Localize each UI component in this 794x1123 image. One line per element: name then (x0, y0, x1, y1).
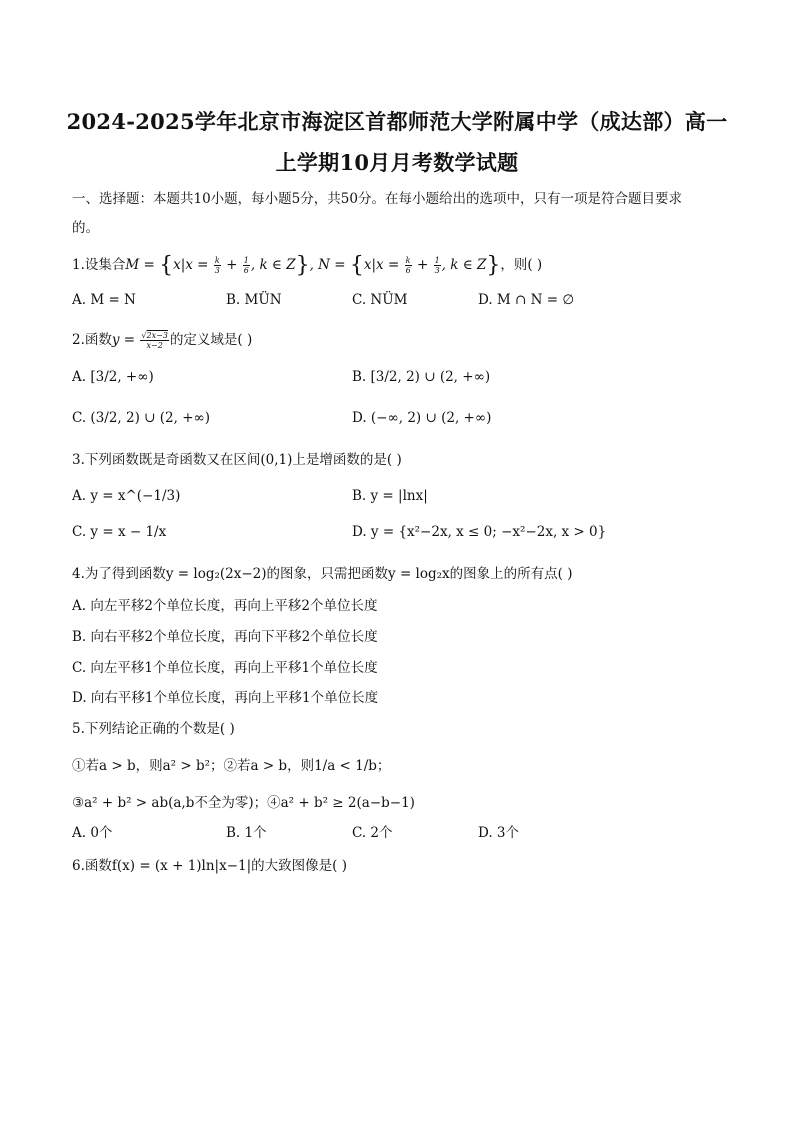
q3-option-d[interactable]: D. y = {x²−2x, x ≤ 0; −x²−2x, x > 0} (352, 524, 607, 540)
function-expression: y = $\frac{√2x-3}{x-2}$ (111, 331, 168, 350)
q3-option-b[interactable]: B. y = |lnx| (352, 488, 428, 504)
q5-statement-line-2: ③a² + b² > ab(a,b不全为零)；④a² + b² ≥ 2(a−b−1) (72, 795, 415, 811)
q2-option-c[interactable]: C. (3/2, 2) ∪ (2, +∞) (72, 410, 211, 426)
q5-option-b[interactable]: B. 1个 (226, 825, 267, 841)
question-1 (72, 253, 542, 278)
question-3: 3.下列函数既是奇函数又在区间(0,1)上是增函数的是( ) (72, 452, 402, 468)
q1-option-a[interactable]: A. M = N (72, 292, 136, 308)
exam-title-line-2: 上学期10月月考数学试题 (275, 150, 519, 175)
q4-option-d[interactable]: D. 向右平移1个单位长度，再向上平移1个单位长度 (72, 690, 379, 706)
question-5: 5.下列结论正确的个数是( ) (72, 721, 235, 737)
q4-option-b[interactable]: B. 向右平移2个单位长度，再向下平移2个单位长度 (72, 629, 378, 645)
question-2-prefix: 2.函数 (72, 332, 112, 348)
q1-option-d[interactable]: D. M ∩ N = ∅ (478, 292, 575, 308)
q1-option-b[interactable]: B. MÜN (226, 292, 282, 308)
q4-option-c[interactable]: C. 向左平移1个单位长度，再向上平移1个单位长度 (72, 660, 378, 676)
q3-option-a[interactable]: A. y = x^(−1/3) (72, 488, 181, 504)
set-m-definition: M = {x|x = $\frac{k}{3}$ + $\frac{1}{6}$ , k ∈ Z}, N = {x|x = $\frac{k}{6}$ + $\frac{1}{3}$ , k ∈ Z} (125, 253, 501, 278)
question-4: 4.为了得到函数y = log₂(2x−2)的图象，只需把函数y = log₂x的图象上的所有点( ) (72, 566, 573, 582)
question-1-prefix: 1.设集合 (72, 257, 126, 273)
section-instructions-line-2: 的。 (72, 220, 99, 236)
question-2-suffix: 的定义域是( ) (169, 332, 253, 348)
question-1-suffix: ，则( ) (500, 257, 543, 273)
q5-option-d[interactable]: D. 3个 (478, 825, 520, 841)
q5-option-c[interactable]: C. 2个 (352, 825, 393, 841)
exam-title-line-1: 2024-2025学年北京市海淀区首都师范大学附属中学（成达部）高一 (66, 109, 728, 134)
q2-option-a[interactable]: A. [3/2, +∞) (72, 369, 154, 385)
section-instructions-line-1: 一、选择题：本题共10小题，每小题5分，共50分。在每小题给出的选项中，只有一项是符合题目要求 (72, 191, 682, 207)
q5-option-a[interactable]: A. 0个 (72, 825, 113, 841)
q2-option-d[interactable]: D. (−∞, 2) ∪ (2, +∞) (352, 410, 492, 426)
q2-option-b[interactable]: B. [3/2, 2) ∪ (2, +∞) (352, 369, 491, 385)
question-2 (72, 328, 252, 350)
q4-option-a[interactable]: A. 向左平移2个单位长度，再向上平移2个单位长度 (72, 598, 378, 614)
q5-statement-line-1: ①若a > b，则a² > b²；②若a > b，则1/a < 1/b； (72, 758, 391, 774)
question-6: 6.函数f(x) = (x + 1)ln|x−1|的大致图像是( ) (72, 858, 347, 874)
q1-option-c[interactable]: C. NÜM (352, 292, 408, 308)
q3-option-c[interactable]: C. y = x − 1/x (72, 524, 167, 540)
